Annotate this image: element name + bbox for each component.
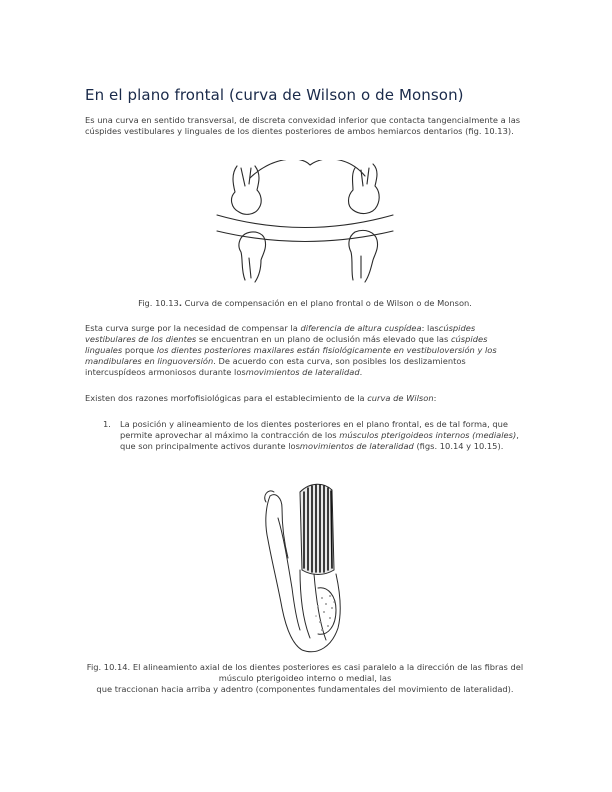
figure-10-13-caption	[85, 298, 525, 309]
emphasis: cúspides linguales	[85, 334, 488, 355]
caption-line-2: que traccionan hacia arriba y adentro (componentes fundamentales del movimiento de lateralidad).	[96, 684, 514, 694]
figure-label: Fig. 10.13	[138, 298, 179, 308]
figure-label-dot: .	[178, 298, 182, 308]
compensation-paragraph: Esta curva surge por la necesidad de compensar la diferencia de altura cuspídea: lascúspides vestibulares de los dientes se encuentran en un plano de oclusión más elevado que las cúspides linguales porque los dientes posteriores maxilares están fisiológicamente en vestibuloversión y los mandibulares en linguoversión. De acuerdo con esta curva, son posibles los deslizamientos intercuspídeos armoniosos durante losmovimientos de lateralidad.	[85, 323, 497, 377]
emphasis: cúspides vestibulares de los dientes	[85, 323, 476, 344]
emphasis: movimientos de lateralidad	[299, 441, 414, 451]
caption-line-1: Fig. 10.14. El alineamiento axial de los dientes posteriores es casi paralelo a la dirección de las fibras del músculo pterigoideo interno o medial, las	[86, 662, 524, 683]
list-item-text: La posición y alineamiento de los dientes posteriores en el plano frontal, es de tal forma, que permite aprovechar al máximo la contracción de los músculos pterigoideos internos (mediales), que son principalmente activos durante losmovimientos de lateralidad (figs. 10.14 y 10.15).	[120, 419, 519, 451]
list-item-1	[103, 419, 525, 452]
list-number: 1.	[103, 419, 111, 429]
intro-paragraph: Es una curva en sentido transversal, de discreta convexidad inferior que contacta tangencialmente a las cúspides vestibulares y linguales de los dientes posteriores de ambos hemiarcos dentarios (fig. 10.13).	[85, 115, 521, 136]
figure-10-14-caption	[85, 662, 525, 695]
figure-10-13-wilson-curve	[215, 160, 395, 288]
emphasis: movimientos de lateralidad	[245, 367, 360, 377]
reasons-paragraph: Existen dos razones morfofisiológicas para el establecimiento de la curva de Wilson:	[85, 393, 437, 403]
caption-text: Curva de compensación en el plano frontal o de Wilson o de Monson.	[182, 298, 472, 308]
emphasis: músculos pterigoideos internos (mediales)	[339, 430, 517, 440]
figure-10-14-pterygoid-illustration	[258, 478, 358, 658]
section-heading: En el plano frontal (curva de Wilson o de Monson)	[85, 86, 464, 104]
emphasis: diferencia de altura cuspídea	[300, 323, 422, 333]
emphasis: los dientes posteriores maxilares están fisiológicamente en vestibuloversión y los mandibulares en linguoversión	[85, 345, 497, 366]
emphasis: curva de Wilson	[367, 393, 434, 403]
